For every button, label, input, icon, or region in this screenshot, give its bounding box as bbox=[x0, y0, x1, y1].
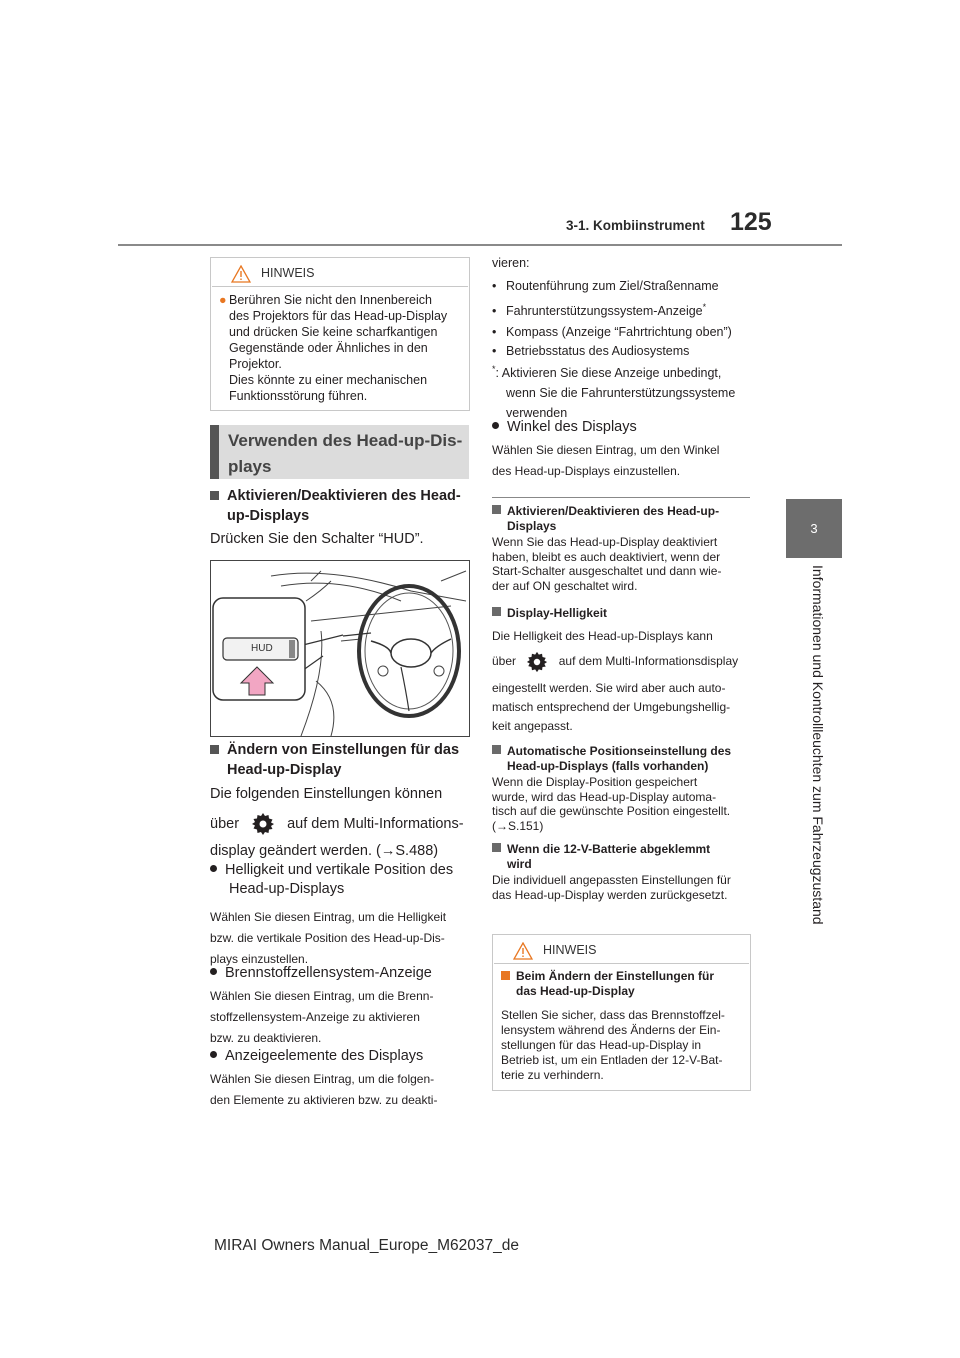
note-box-1 bbox=[210, 257, 470, 411]
info-brightness: Display-Helligkeit Die Helligkeit des Head-up-Displays kann über auf dem Multi-Informationsdisplay eingestellt werden. Sie wird aber auch auto- matisch entsprechend der Umgebungshellig- keit angepasst. bbox=[492, 606, 739, 733]
settings-item-3: Anzeigeelemente des Displays Wählen Sie diesen Eintrag, um die folgen- den Elemente zu aktivieren bzw. zu deakti- bbox=[210, 1048, 438, 1107]
settings-line-3: display geändert werden. (→S.488) bbox=[210, 843, 439, 859]
warning-icon bbox=[231, 265, 251, 283]
section-heading: Verwenden des Head-up-Dis- plays bbox=[210, 425, 469, 479]
warning-icon bbox=[513, 942, 533, 960]
footer-text: MIRAI Owners Manual_Europe_M62037_de bbox=[214, 1237, 520, 1254]
header-rule bbox=[118, 244, 842, 246]
note-text: Berühren Sie nicht den Innenbereich des Projektors für das Head-up-Display und drücken Sie keine scharfkantigen Gegenstände oder Ähnliches in den Projektor. Dies könnte zu einer mechanischen Funktionsstörung führen. bbox=[229, 293, 448, 403]
settings-item-1: Helligkeit und vertikale Position des Head-up-Displays Wählen Sie diesen Eintrag, um die Helligkeit bzw. die vertikale Position des Head-up-Dis- plays einzustellen. bbox=[210, 862, 454, 966]
dashboard-illustration bbox=[211, 561, 469, 736]
info-battery: Wenn die 12-V-Batterie abgeklemmt wird Die individuell angepassten Einstellungen für das Head-up-Display werden zurückgesetzt. bbox=[492, 842, 731, 902]
note-text: Stellen Sie sicher, dass das Brennstoffzel- lensystem während des Änderns der Ein- stellungen für das Head-up-Display in Betrieb ist, um ein Entladen der 12-V-Bat- terie zu verhindern. bbox=[501, 1008, 725, 1082]
settings-item-4: Winkel des Displays Wählen Sie diesen Eintrag, um den Winkel des Head-up-Displays einzustellen. bbox=[492, 419, 720, 478]
settings-item-2: Brennstoffzellensystem-Anzeige Wählen Sie diesen Eintrag, um die Brenn- stoffzellensystem-Anzeige zu aktivieren bzw. zu deaktivieren. bbox=[210, 965, 434, 1045]
note-title: HINWEIS bbox=[261, 266, 315, 280]
info-auto-position: Automatische Positionseinstellung des Head-up-Displays (falls vorhanden) Wenn die Display-Position gespeichert wurde, wird das Head-up-Display automa- tisch auf die gewünschte Position eingestellt. (→S.151) bbox=[492, 744, 732, 833]
subheading-settings: Ändern von Einstellungen für das Head-up-Display bbox=[210, 740, 470, 780]
info-section bbox=[492, 504, 754, 902]
gear-icon bbox=[526, 651, 548, 673]
settings-line-1: Die folgenden Einstellungen können bbox=[210, 786, 443, 802]
note-box-2: HINWEIS Beim Ändern der Einstellungen für das Head-up-Display Stellen Sie sicher, dass das Brennstoffzel- lensystem während des Änderns der Ein- stellungen für das Head-up-Display in Betrieb ist, um ein Entladen der 12-V-Bat- terie zu verhindern. bbox=[492, 934, 751, 1091]
settings-line-2: über auf dem Multi-Informations- bbox=[210, 812, 464, 836]
chapter-title: Informationen und Kontrollleuchten zum Fahrzeugzustand bbox=[810, 565, 826, 925]
subheading-activate: Aktivieren/Deaktivieren des Head- up-Displays bbox=[210, 486, 470, 526]
info-divider bbox=[492, 497, 750, 498]
hud-switch-figure bbox=[210, 560, 470, 737]
chapter-tab: 3 bbox=[786, 499, 842, 558]
gear-icon bbox=[251, 812, 275, 836]
activate-text: Drücken Sie den Schalter “HUD”. bbox=[210, 531, 424, 547]
continued-text: vieren: bbox=[492, 256, 530, 270]
note-title: HINWEIS bbox=[543, 943, 597, 957]
display-elements-list: • Routenführung zum Ziel/Straßenname • Fahrunterstützungssystem-Anzeige* • Kompass (Anzeige “Fahrtrichtung oben”) • Betriebsstatus des Audiosystems *: Aktivieren Sie diese Anzeige unbedingt, wenn Sie die Fahrunterstützungssysteme verwenden bbox=[492, 279, 736, 421]
bullet-icon: ● bbox=[219, 293, 227, 307]
hud-label: HUD bbox=[251, 643, 273, 654]
page-number: 125 bbox=[730, 208, 772, 236]
section-title: 3-1. Kombiinstrument bbox=[566, 218, 705, 233]
info-activate: Aktivieren/Deaktivieren des Head-up- Displays Wenn Sie das Head-up-Display deaktiviert haben, bleibt es auch deaktiviert, wenn der Start-Schalter ausgeschaltet und dann wie- der auf ON geschaltet wird. bbox=[492, 504, 722, 593]
